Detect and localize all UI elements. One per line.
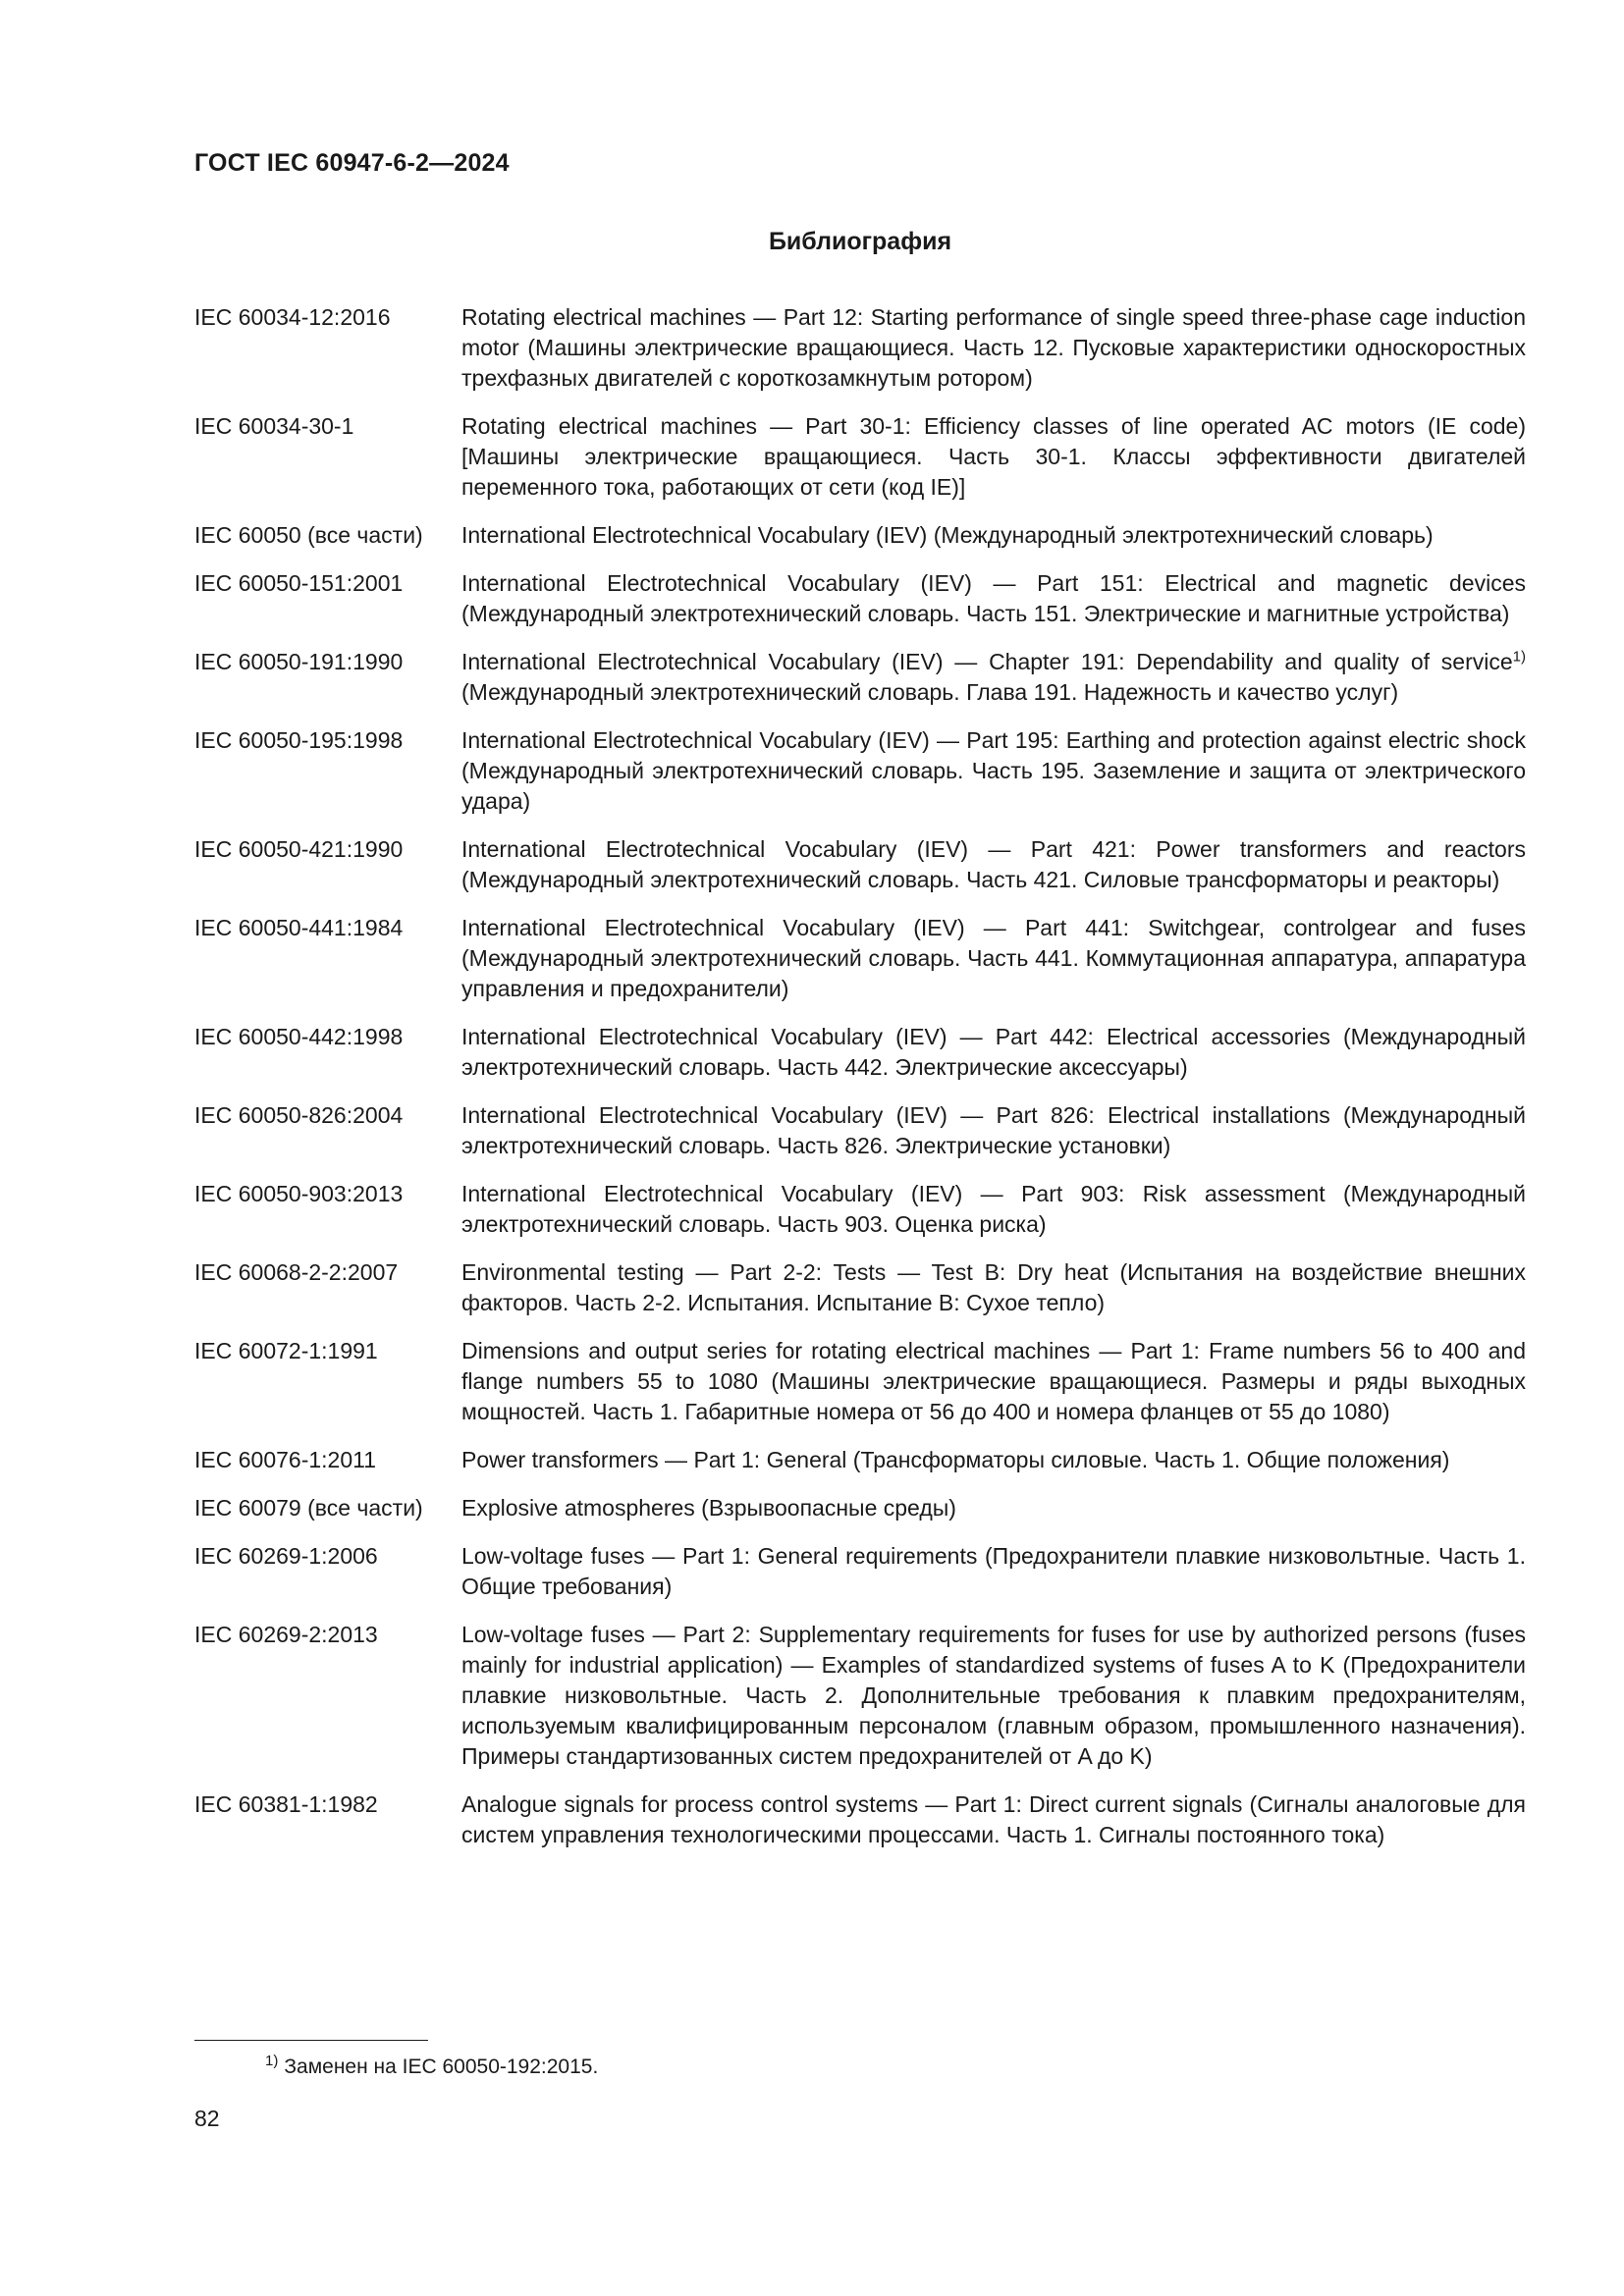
bibliography-entry (194, 913, 1526, 1004)
entry-description: International Electrotechnical Vocabulary (IEV) — Part 441: Switchgear, controlgear and fuses (Международный электротехнический словарь. Часть 441. Коммутационная аппаратура, аппаратура управления и предохранители) (461, 915, 1526, 1001)
entry-description: International Electrotechnical Vocabulary (IEV) — Part 151: Electrical and magnetic devices (Международный электротехнический словарь. Часть 151. Электрические и магнитные устройства) (461, 570, 1526, 626)
bibliography-entry (194, 1257, 1526, 1318)
entry-reference: IEC 60050-442:1998 (194, 1024, 404, 1049)
entry-text-after: (Международный электротехнический словарь. Глава 191. Надежность и качество услуг) (461, 679, 1399, 705)
entry-reference: IEC 60034-30-1 (194, 413, 354, 439)
entry-description: Low-voltage fuses — Part 2: Supplementary requirements for fuses for use by authorized persons (fuses mainly for industrial application) — Examples of standardized systems of fuses A to K (Предохранители плавкие низковольтные. Часть 2. Дополнительные требования к плавким предохранителям, используемым квалифицированным персоналом (главным образом, промышленного назначения). Примеры стандартизованных систем предохранителей от A до K) (461, 1622, 1526, 1769)
entry-reference: IEC 60381-1:1982 (194, 1791, 378, 1817)
entry-reference: IEC 60050-151:2001 (194, 570, 404, 596)
entry-reference: IEC 60050-195:1998 (194, 727, 404, 753)
bibliography-entry (194, 520, 1526, 551)
bibliography-list (194, 302, 1526, 1868)
entry-reference: IEC 60072-1:1991 (194, 1338, 378, 1363)
entry-description: Analogue signals for process control systems — Part 1: Direct current signals (Сигналы аналоговые для систем управления технологическими процессами. Часть 1. Сигналы постоянного тока) (461, 1791, 1526, 1847)
bibliography-entry (194, 1789, 1526, 1850)
entry-reference: IEC 60079 (все части) (194, 1495, 423, 1521)
footnote-divider (194, 2040, 428, 2041)
entry-reference: IEC 60050-903:2013 (194, 1181, 404, 1206)
bibliography-entry (194, 725, 1526, 817)
bibliography-entry (194, 1179, 1526, 1240)
bibliography-entry (194, 1445, 1526, 1475)
bibliography-entry (194, 834, 1526, 895)
entry-reference: IEC 60076-1:2011 (194, 1447, 376, 1472)
entry-reference: IEC 60050-826:2004 (194, 1102, 404, 1128)
footnote-text: Заменен на IEC 60050-192:2015. (284, 2056, 599, 2078)
entry-description: Low-voltage fuses — Part 1: General requirements (Предохранители плавкие низковольтные. Часть 1. Общие требования) (461, 1543, 1526, 1599)
entry-reference: IEC 60050-191:1990 (194, 649, 404, 674)
entry-reference: IEC 60034-12:2016 (194, 304, 391, 330)
entry-reference: IEC 60050 (все части) (194, 522, 423, 548)
entry-description (461, 647, 1526, 708)
page-number: 82 (194, 2106, 220, 2131)
entry-description: International Electrotechnical Vocabulary (IEV) — Part 442: Electrical accessories (Международный электротехнический словарь. Часть 442. Электрические аксессуары) (461, 1024, 1526, 1080)
bibliography-entry (194, 1493, 1526, 1523)
entry-description: International Electrotechnical Vocabulary (IEV) — Part 195: Earthing and protection against electric shock (Международный электротехнический словарь. Часть 195. Заземление и защита от электрического удара) (461, 727, 1526, 814)
entry-description: International Electrotechnical Vocabulary (IEV) — Part 903: Risk assessment (Международный электротехнический словарь. Часть 903. Оценка риска) (461, 1181, 1526, 1237)
entry-description: Rotating electrical machines — Part 30-1: Efficiency classes of line operated AC motors (IE code) [Машины электрические вращающиеся. Часть 30-1. Классы эффективности двигателей переменного тока, работающих от сети (код IE)] (461, 413, 1526, 500)
bibliography-entry (194, 1336, 1526, 1427)
entry-description: International Electrotechnical Vocabulary (IEV) — Part 826: Electrical installations (Международный электротехнический словарь. Часть 826. Электрические установки) (461, 1102, 1526, 1158)
bibliography-entry (194, 568, 1526, 629)
bibliography-entry (194, 647, 1526, 708)
entry-description: Rotating electrical machines — Part 12: Starting performance of single speed three-phase cage induction motor (Машины электрические вращающиеся. Часть 12. Пусковые характеристики односкоростных трехфазных двигателей с короткозамкнутым ротором) (461, 304, 1526, 391)
footnote-marker: 1) (265, 2053, 279, 2069)
bibliography-entry (194, 1620, 1526, 1772)
entry-reference: IEC 60050-441:1984 (194, 915, 404, 940)
section-title: Библиография (768, 228, 952, 255)
entry-description: Dimensions and output series for rotating electrical machines — Part 1: Frame numbers 56 to 400 and flange numbers 55 to 1080 (Машины электрические вращающиеся. Размеры и ряды выходных мощностей. Часть 1. Габаритные номера от 56 до 400 и номера фланцев от 55 до 1080) (461, 1338, 1526, 1424)
entry-description: Power transformers — Part 1: General (Трансформаторы силовые. Часть 1. Общие положения) (461, 1447, 1450, 1472)
document-header: ГОСТ IEC 60947-6-2—2024 (194, 149, 510, 177)
footnote (265, 2054, 598, 2081)
entry-description: Explosive atmospheres (Взрывоопасные среды) (461, 1495, 956, 1521)
bibliography-entry (194, 1541, 1526, 1602)
bibliography-entry (194, 1022, 1526, 1083)
entry-reference: IEC 60068-2-2:2007 (194, 1259, 399, 1285)
entry-reference: IEC 60269-1:2006 (194, 1543, 378, 1569)
bibliography-entry (194, 1100, 1526, 1161)
entry-reference: IEC 60269-2:2013 (194, 1622, 378, 1647)
footnote-marker: 1) (1512, 648, 1526, 666)
bibliography-entry (194, 302, 1526, 394)
entry-text-before: International Electrotechnical Vocabulary (IEV) — Chapter 191: Dependability and quality of service (461, 649, 1513, 674)
bibliography-entry (194, 411, 1526, 503)
entry-description: International Electrotechnical Vocabulary (IEV) — Part 421: Power transformers and reactors (Международный электротехнический словарь. Часть 421. Силовые трансформаторы и реакторы) (461, 836, 1526, 892)
entry-description: International Electrotechnical Vocabulary (IEV) (Международный электротехнический словарь) (461, 522, 1434, 548)
entry-reference: IEC 60050-421:1990 (194, 836, 404, 862)
entry-description: Environmental testing — Part 2-2: Tests — Test B: Dry heat (Испытания на воздействие внешних факторов. Часть 2-2. Испытания. Испытание B: Сухое тепло) (461, 1259, 1526, 1315)
